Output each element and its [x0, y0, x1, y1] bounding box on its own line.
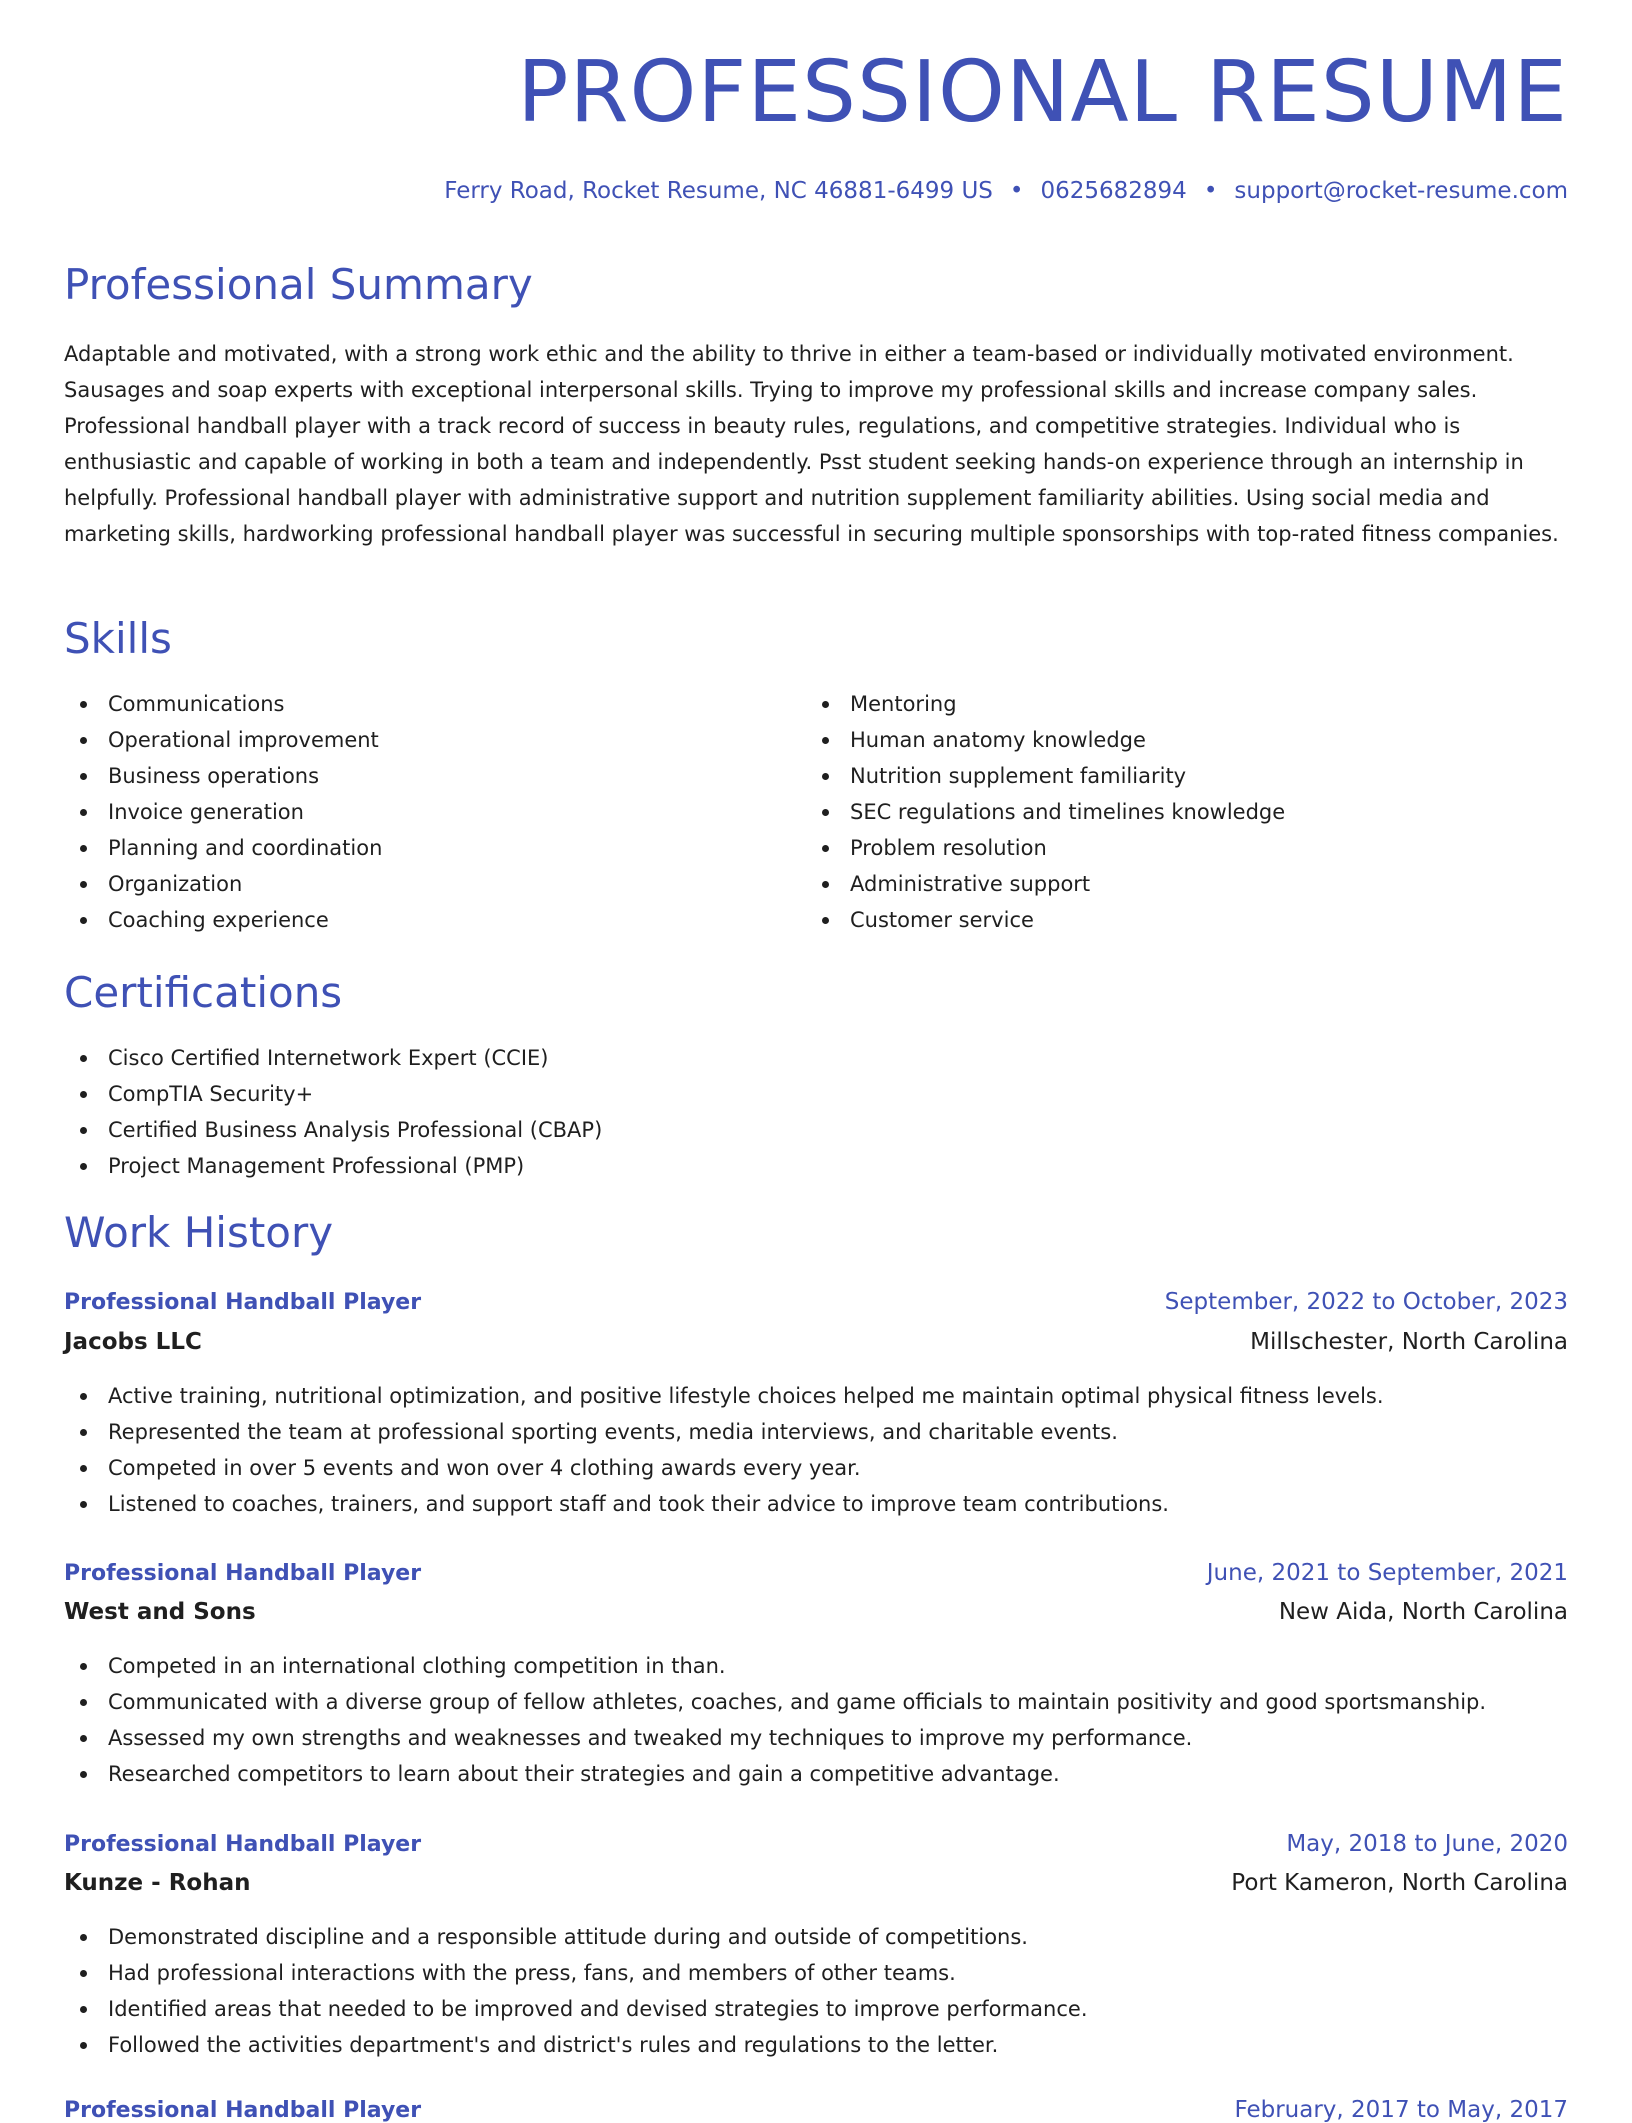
certifications-list: [64, 1040, 602, 1184]
job-bullets: [64, 1919, 1088, 2063]
skill-item: SEC regulations and timelines knowledge: [806, 794, 1285, 830]
job-title: Professional Handball Player: [64, 1290, 422, 1315]
skill-item: Coaching experience: [64, 902, 382, 938]
contact-address: Ferry Road, Rocket Resume, NC 46881-6499 US: [444, 178, 993, 204]
job-bullet: Listened to coaches, trainers, and support staff and took their advice to improve team contributions.: [64, 1486, 1384, 1522]
skills-list-left: [64, 686, 382, 938]
job-bullets: [64, 1378, 1384, 1522]
job-dates: May, 2018 to June, 2020: [1286, 1831, 1568, 1857]
skill-item: Problem resolution: [806, 830, 1285, 866]
skill-item: Operational improvement: [64, 722, 382, 758]
skill-item: Invoice generation: [64, 794, 382, 830]
job-dates: February, 2017 to May, 2017: [1234, 2097, 1568, 2123]
job-location: Millschester, North Carolina: [1250, 1329, 1568, 1355]
job-dates: September, 2022 to October, 2023: [1164, 1289, 1568, 1315]
certification-item: Cisco Certified Internetwork Expert (CCIE): [64, 1040, 602, 1076]
skill-item: Nutrition supplement familiarity: [806, 758, 1285, 794]
skill-item: Organization: [64, 866, 382, 902]
work-history-heading: Work History: [64, 1208, 334, 1257]
job-bullet: Followed the activities department's and district's rules and regulations to the letter.: [64, 2027, 1088, 2063]
job-bullet: Active training, nutritional optimization, and positive lifestyle choices helped me maintain optimal physical fitness levels.: [64, 1378, 1384, 1414]
job-bullet: Assessed my own strengths and weaknesses and tweaked my techniques to improve my performance.: [64, 1720, 1486, 1756]
job-bullets: [64, 1648, 1486, 1792]
job-title: Professional Handball Player: [64, 1832, 422, 1857]
certification-item: Certified Business Analysis Professional (CBAP): [64, 1112, 602, 1148]
contact-line: [444, 180, 1568, 203]
job-bullet: Communicated with a diverse group of fellow athletes, coaches, and game officials to maintain positivity and good sportsmanship.: [64, 1684, 1486, 1720]
resume-title: PROFESSIONAL RESUME: [517, 43, 1568, 142]
certifications-heading: Certifications: [64, 968, 343, 1017]
certification-item: CompTIA Security+: [64, 1076, 602, 1112]
skill-item: Administrative support: [806, 866, 1285, 902]
job-bullet: Demonstrated discipline and a responsible attitude during and outside of competitions.: [64, 1919, 1088, 1955]
certification-item: Project Management Professional (PMP): [64, 1148, 602, 1184]
skill-item: Human anatomy knowledge: [806, 722, 1285, 758]
skill-item: Planning and coordination: [64, 830, 382, 866]
job-company: Kunze - Rohan: [64, 1870, 251, 1896]
summary-heading: Professional Summary: [64, 260, 533, 309]
job-company: Jacobs LLC: [64, 1329, 202, 1355]
job-bullet: Competed in over 5 events and won over 4 clothing awards every year.: [64, 1450, 1384, 1486]
contact-phone: 0625682894: [1040, 178, 1187, 204]
summary-text: Adaptable and motivated, with a strong work ethic and the ability to thrive in either a team-based or individually motivated environment. Sausages and soap experts with exceptional interpersonal skills. Trying to improve my professional skills and increase company sales. Professional handball player with a track record of success in beauty rules, regulations, and competitive strategies. Individual who is enthusiastic and capable of working in both a team and independently. Psst student seeking hands-on experience through an internship in helpfully. Professional handball player with administrative support and nutrition supplement familiarity abilities. Using social media and marketing skills, hardworking professional handball player was successful in securing multiple sponsorships with top-rated fitness companies.: [64, 342, 1559, 546]
skill-item: Customer service: [806, 902, 1285, 938]
contact-separator: •: [1203, 178, 1218, 204]
job-location: New Aida, North Carolina: [1278, 1599, 1568, 1625]
job-title: Professional Handball Player: [64, 1561, 422, 1586]
job-bullet: Represented the team at professional sporting events, media interviews, and charitable events.: [64, 1414, 1384, 1450]
job-bullet: Identified areas that needed to be improved and devised strategies to improve performance.: [64, 1991, 1088, 2027]
job-bullet: Competed in an international clothing competition in than.: [64, 1648, 1486, 1684]
job-title: Professional Handball Player: [64, 2098, 422, 2123]
job-bullet: Had professional interactions with the press, fans, and members of other teams.: [64, 1955, 1088, 1991]
skill-item: Communications: [64, 686, 382, 722]
contact-separator: •: [1009, 178, 1024, 204]
skill-item: Mentoring: [806, 686, 1285, 722]
job-company: West and Sons: [64, 1599, 256, 1625]
job-location: Port Kameron, North Carolina: [1231, 1870, 1568, 1896]
contact-email[interactable]: support@rocket-resume.com: [1234, 178, 1568, 204]
skills-heading: Skills: [64, 614, 172, 663]
job-dates: June, 2021 to September, 2021: [1206, 1560, 1568, 1586]
skills-list-right: [806, 686, 1285, 938]
job-bullet: Researched competitors to learn about their strategies and gain a competitive advantage.: [64, 1756, 1486, 1792]
skill-item: Business operations: [64, 758, 382, 794]
